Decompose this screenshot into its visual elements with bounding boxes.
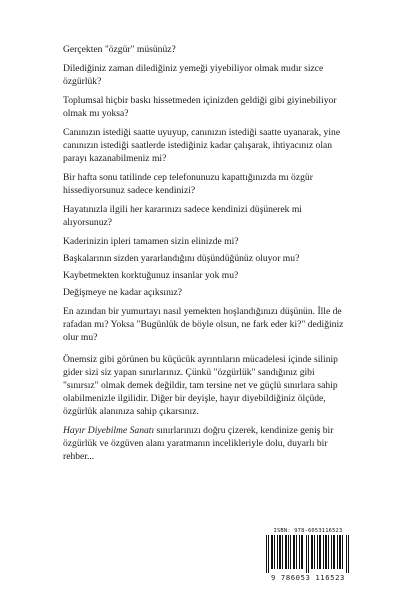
paragraph-5: Bir hafta sonu tatilinde cep telefonunuzu kapattığınızda mı özgür hissediyorsunuz sadece kendinizi? xyxy=(63,172,313,196)
paragraph-3: Toplumsal hiçbir baskı hissetmeden içinizden geldiği gibi giyinebiliyor olmak mı yoksa? xyxy=(63,95,337,119)
paragraph-10: Değişmeye ne kadar açıksınız? xyxy=(63,287,183,298)
paragraph-6: Hayatınızla ilgili her kararınızı sadece kendinizi düşünerek mi alıyorsunuz? xyxy=(63,204,302,228)
back-cover-text xyxy=(63,43,348,469)
paragraph-4: Canınızın istediği saatte uyuyup, canınızın istediği saatte uyanarak, yine canınızın istediği saatlerde istediğiniz kadar çalışarak, ihtiyacınız olan parayı kazanabilmeniz mi? xyxy=(63,127,341,164)
paragraph-9: Kaybetmekten korktuğunuz insanlar yok mu? xyxy=(63,270,239,281)
isbn-label: ISBN: 978-6053116523 xyxy=(273,528,343,534)
closing-paragraph xyxy=(63,424,348,463)
paragraph-12: Önemsiz gibi görünen bu küçücük ayrıntıların mücadelesi içinde silinip gider sizi siz yapan sınırlarınız. Çünkü "özgürlük" sandığınız gibi "sınırsız" olmak demek değildir, tam tersine net ve güçlü sınırlara sahip olabilmenizle ilgilidir. Diğer bir deyişle, hayır diyebildiğiniz ölçüde, özgürlük alanınıza sahip çıkarsınız. xyxy=(63,354,338,417)
paragraph-2: Dilediğiniz zaman dilediğiniz yemeği yiyebiliyor olmak mıdır sizce özgürlük? xyxy=(63,63,324,87)
book-title-italic: Hayır Diyebilme Sanatı xyxy=(63,425,155,436)
closing-text: sınırlarınızı doğru çizerek, kendinize geniş bir özgürlük ve özgüven alanı yaratmanın incelikleriyle dolu, duyarlı bir rehber... xyxy=(63,425,334,462)
isbn-barcode xyxy=(262,528,354,583)
paragraph-7: Kaderinizin ipleri tamamen sizin elinizde mi? xyxy=(63,236,239,247)
paragraph-11: En azından bir yumurtayı nasıl yemekten hoşlandığınızı düşünün. İlle de rafadan mı? Yoksa "Bugünlük de böyle olsun, ne fark eder ki?" dediğiniz olur mu? xyxy=(63,306,344,343)
paragraph-1: Gerçekten "özgür" müsünüz? xyxy=(63,44,176,55)
paragraph-8: Başkalarının sizden yararlandığını düşündüğünüz oluyor mu? xyxy=(63,253,300,264)
barcode-digits: 9 786053 116523 xyxy=(271,573,345,582)
barcode-bars xyxy=(262,535,354,573)
